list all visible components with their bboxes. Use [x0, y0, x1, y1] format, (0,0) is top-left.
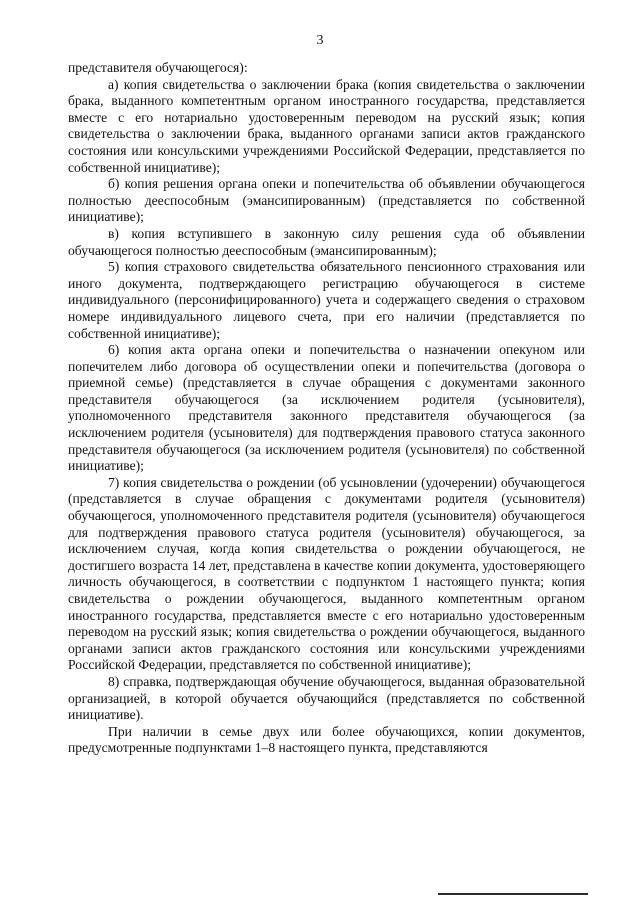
paragraph-final: При наличии в семье двух или более обучающихся, копии документов, предусмотренные подпунктами 1–8 настоящего пункта, представляются [68, 723, 585, 756]
page-number: 3 [316, 33, 324, 48]
paragraph-item-b: б) копия решения органа опеки и попечительства об объявлении обучающегося полностью дееспособным (эмансипированным) (представляется по собственной инициативе); [68, 176, 585, 225]
paragraph-item-7: 7) копия свидетельства о рождении (об усыновлении (удочерении) обучающегося (представляется в случае обращения с документами родителя (усыновителя) обучающегося, уполномоченного представителя родителя (усыновителя) обучающегося для подтверждения правового статуса родителя (усыновителя) обучающегося, за исключением случая, когда копия свидетельства о рождении обучающегося, не достигшего возраста 14 лет, представлена в качестве копии документа, удостоверяющего личность обучающегося, в соответствии с подпунктом 1 настоящего пункта; копия свидетельства о рождении обучающегося, выданного компетентным органом иностранного государства, представляется вместе с его нотариально удостоверенным переводом на русский язык; копия свидетельства о рождении обучающегося, выданного органами записи актов гражданского состояния или консульскими учреждениями Российской Федерации, представляется по собственной инициативе); [68, 474, 585, 673]
paragraph-item-5: 5) копия страхового свидетельства обязательного пенсионного страхования или иного документа, подтверждающего регистрацию обучающегося в системе индивидуального (персонифицированного) учета и содержащего сведения о страховом номере индивидуального лицевого счета, при его наличии (представляется по собственной инициативе); [68, 259, 585, 341]
bottom-divider [438, 893, 588, 895]
paragraph-item-v: в) копия вступившего в законную силу решения суда об объявлении обучающегося полностью дееспособным (эмансипированным); [68, 225, 585, 258]
paragraph-item-8: 8) справка, подтверждающая обучение обучающегося, выданная образовательной организацией, в которой обучается обучающийся (представляется по собственной инициативе). [68, 673, 585, 723]
document-body [68, 60, 585, 757]
paragraph-item-6: 6) копия акта органа опеки и попечительства о назначении опекуном или попечителем либо договора об осуществлении опеки и попечительства (договора о приемной семье) (представляется в случае обращения с документами законного представителя обучающегося (за исключением родителя (усыновителя), уполномоченного представителя законного представителя обучающегося (за исключением родителя (усыновителя) для подтверждения правового статуса законного представителя обучающегося (за исключением родителя (усыновителя) по собственной инициативе); [68, 342, 585, 474]
paragraph-item-a: а) копия свидетельства о заключении брака (копия свидетельства о заключении брака, выданного компетентным органом иностранного государства, представляется вместе с его нотариально удостоверенным переводом на русский язык; копия свидетельства о заключении брака, выданного органами записи актов гражданского состояния или консульскими учреждениями Российской Федерации, представляется по собственной инициативе); [68, 76, 585, 175]
paragraph-continuation: представителя обучающегося): [68, 60, 248, 75]
